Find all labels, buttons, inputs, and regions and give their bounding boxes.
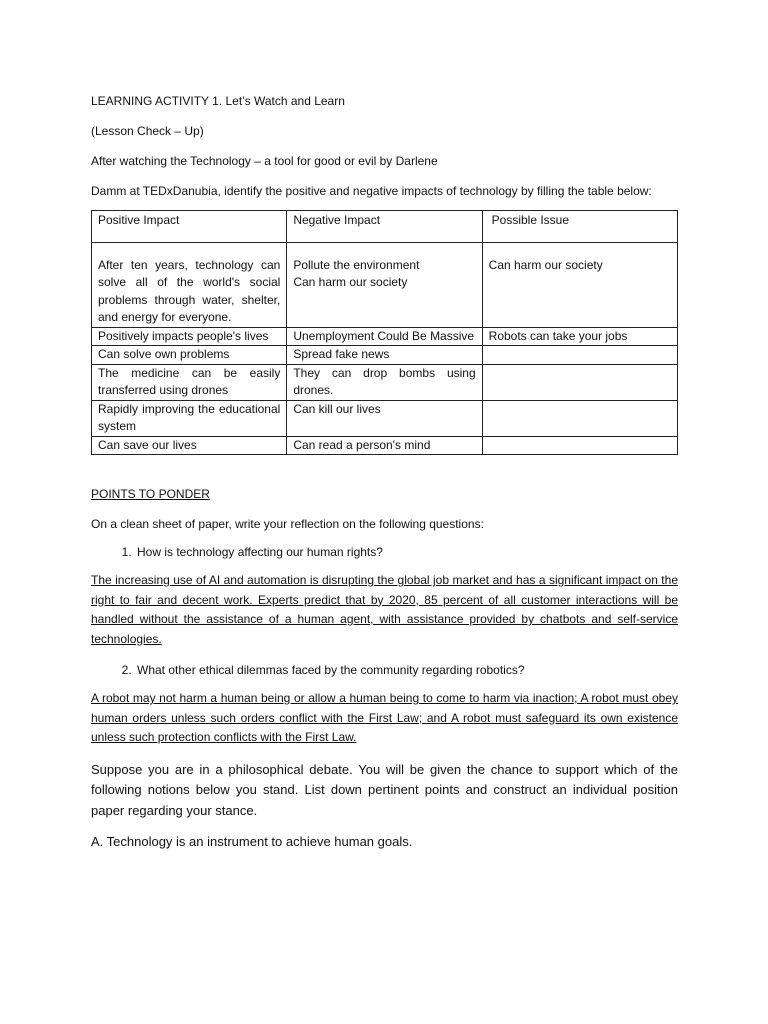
table-row <box>92 436 678 455</box>
table-cell: Can kill our lives <box>287 400 482 436</box>
table-cell <box>482 400 677 436</box>
table-cell: The medicine can be easily transferred using drones <box>92 364 287 400</box>
question-2: 2. What other ethical dilemmas faced by the community regarding robotics? <box>135 661 678 679</box>
question-list-2 <box>91 661 678 679</box>
table-cell <box>482 346 677 365</box>
intro-line-1: After watching the Technology – a tool for good or evil by Darlene <box>91 154 438 168</box>
table-cell <box>482 364 677 400</box>
table-cell: Positively impacts people's lives <box>92 327 287 346</box>
debate-instructions: Suppose you are in a philosophical debate. You will be given the chance to support which of the following notions below you stand. List down pertinent points and construct an individual position paper regarding your stance. <box>91 761 678 818</box>
question-list-1 <box>91 543 678 561</box>
table-cell <box>482 436 677 455</box>
answer-1: The increasing use of AI and automation is disrupting the global job market and has a significant impact on the right to fair and decent work. Experts predict that by 2020, 85 percent of all customer interactions will be handled without the assistance of a human agent, with assistance provided by chatbots and self-service technologies. <box>91 573 678 646</box>
header-positive-impact: Positive Impact <box>92 211 287 243</box>
notion-a: A. Technology is an instrument to achieve human goals. <box>91 834 413 849</box>
answer-2: A robot may not harm a human being or allow a human being to come to harm via inaction; A robot must obey human orders unless such orders conflict with the First Law; and A robot must safeguard its own existence unless such protection conflicts with the First Law. <box>91 691 678 744</box>
intro-line-2: Damm at TEDxDanubia, identify the positive and negative impacts of technology by filling the table below: <box>91 184 652 198</box>
header-negative-impact: Negative Impact <box>287 211 482 243</box>
table-row <box>92 364 678 400</box>
points-to-ponder-title: POINTS TO PONDER <box>91 487 210 501</box>
table-cell: Robots can take your jobs <box>482 327 677 346</box>
lesson-check: (Lesson Check – Up) <box>91 124 204 138</box>
table-row <box>92 400 678 436</box>
table-cell: Spread fake news <box>287 346 482 365</box>
header-possible-issue: Possible Issue <box>482 211 677 243</box>
table-cell: Can harm our society <box>482 242 677 327</box>
table-row <box>92 346 678 365</box>
document-page <box>91 92 678 851</box>
table-cell: Can save our lives <box>92 436 287 455</box>
table-cell <box>287 242 482 327</box>
question-1: 1. How is technology affecting our human rights? <box>135 543 678 561</box>
table-row <box>92 327 678 346</box>
table-cell-line: Pollute the environment <box>293 257 420 272</box>
table-cell: Can solve own problems <box>92 346 287 365</box>
impact-table <box>91 210 678 455</box>
table-cell: They can drop bombs using drones. <box>287 364 482 400</box>
table-cell: Rapidly improving the educational system <box>92 400 287 436</box>
table-cell: Can read a person's mind <box>287 436 482 455</box>
table-cell: Unemployment Could Be Massive <box>287 327 482 346</box>
table-header-row <box>92 211 678 243</box>
activity-title: LEARNING ACTIVITY 1. Let’s Watch and Learn <box>91 94 345 108</box>
points-to-ponder-intro: On a clean sheet of paper, write your reflection on the following questions: <box>91 517 484 531</box>
table-row <box>92 242 678 327</box>
table-cell-line: Can harm our society <box>293 275 408 289</box>
table-cell: After ten years, technology can solve all of the world's social problems through water, shelter, and energy for everyone. <box>92 242 287 327</box>
